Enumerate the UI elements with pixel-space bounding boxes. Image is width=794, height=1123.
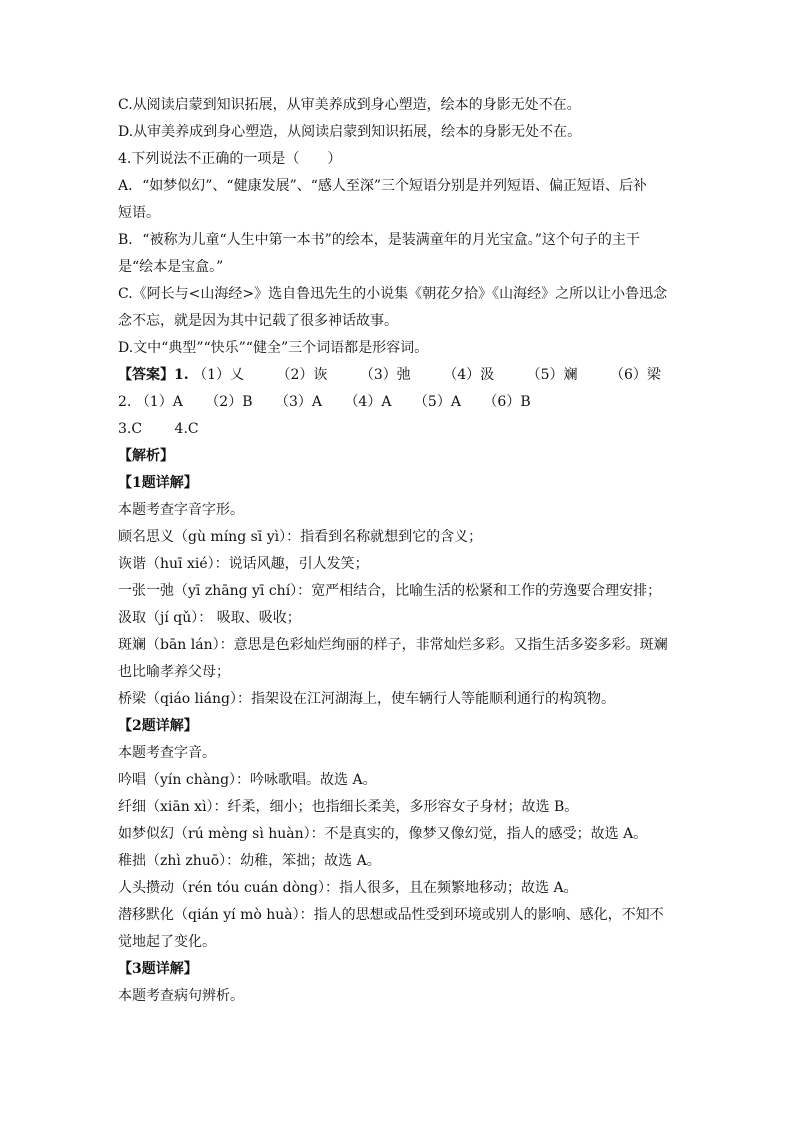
q2-intro: 本题考查字音。 <box>118 745 216 761</box>
q1-intro: 本题考查字音字形。 <box>118 502 244 518</box>
answer-2-2: （2）B <box>205 394 253 410</box>
q4-option-b-line1: B．“被称为儿童“人生中第一本书”的绘本，是装满童年的月光宝盒。”这个句子的主干 <box>118 232 640 248</box>
answer-1-6: （6）梁 <box>609 367 661 383</box>
q1-item-banlan-line1: 斑斓（bān lán）：意思是色彩灿烂绚丽的样子，非常灿烂多彩。又指生活多姿多彩。斑斓 <box>118 637 668 653</box>
q2-item-rentoucuandong: 人头攒动（rén tóu cuán dòng）：指人很多，且在频繁地移动；故选 A。 <box>118 880 578 896</box>
answer-2-prefix: 2. <box>118 394 132 410</box>
q2-item-zhizhuo: 稚拙（zhì zhuō）：幼稚，笨拙；故选 A。 <box>118 853 381 869</box>
document-page <box>118 92 678 1010</box>
answer-1-4: （4）汲 <box>443 367 495 383</box>
answer-4: 4.C <box>174 421 199 437</box>
q1-item-banlan-line2: 也比喻孝养父母； <box>118 664 230 680</box>
q2-detail-title: 【2题详解】 <box>118 718 198 734</box>
answer-2-6: （6）B <box>483 394 531 410</box>
q4-option-a-line2: 短语。 <box>118 205 160 221</box>
q2-item-rumengsihuan: 如梦似幻（rú mèng sì huàn）：不是真实的，像梦又像幻觉，指人的感受；故选 A。 <box>118 826 648 842</box>
q1-item-gumingsiyi: 顾名思义（gù míng sī yì）：指看到名称就想到它的含义； <box>118 529 483 545</box>
q2-item-qianyimohua-line2: 觉地起了变化。 <box>118 934 216 950</box>
answer-1-3: （3）弛 <box>359 367 411 383</box>
q3-detail-title: 【3题详解】 <box>118 961 198 977</box>
answer-3: 3.C <box>118 421 143 437</box>
q4-option-a-line1: A．“如梦似幻”、“健康发展”、“感人至深”三个短语分别是并列短语、偏正短语、后补 <box>118 178 648 194</box>
q4-option-b-line2: 是“绘本是宝盒。” <box>118 259 224 275</box>
analysis-label: 【解析】 <box>118 448 174 464</box>
question-4-stem: 4.下列说法不正确的一项是（ ） <box>118 151 342 167</box>
q4-option-c-line2: 念不忘，就是因为其中记载了很多神话故事。 <box>118 313 398 329</box>
answer-2-1: （1）A <box>135 394 183 410</box>
answer-1-2: （2）诙 <box>276 367 328 383</box>
answer-row-1 <box>118 362 678 389</box>
answer-2-4: （4）A <box>344 394 392 410</box>
option-d-q3: D.从审美养成到身心塑造，从阅读启蒙到知识拓展，绘本的身影无处不在。 <box>118 124 582 140</box>
answer-2-5: （5）A <box>413 394 461 410</box>
q4-option-d: D.文中“典型”“快乐”“健全”三个词语都是形容词。 <box>118 340 429 356</box>
answer-1-1: （1）乂 <box>193 367 244 383</box>
option-c-q3: C.从阅读启蒙到知识拓展，从审美养成到身心塑造，绘本的身影无处不在。 <box>118 97 581 113</box>
q1-item-huixie: 诙谐（huī xié）：说话风趣，引人发笑； <box>118 556 369 572</box>
q4-option-c-line1: C.《阿长与<山海经>》选自鲁迅先生的小说集《朝花夕拾》《山海经》之所以让小鲁迅念 <box>118 286 668 302</box>
answer-row-3 <box>118 416 678 443</box>
q3-intro: 本题考查病句辨析。 <box>118 988 244 1004</box>
q2-item-yinchang: 吟唱（yín chàng）：吟咏歌唱。故选 A。 <box>118 772 377 788</box>
answer-1-5: （5）斓 <box>526 367 578 383</box>
q1-item-yizhangyichi: 一张一弛（yī zhāng yī chí）：宽严相结合，比喻生活的松紧和工作的劳逸要合理安排； <box>118 583 662 599</box>
q1-detail-title: 【1题详解】 <box>118 475 198 491</box>
q2-item-qianyimohua-line1: 潜移默化（qián yí mò huà）：指人的思想或品性受到环境或别人的影响、感化，不知不 <box>118 907 664 923</box>
q1-item-qiaoliang: 桥梁（qiáo liáng）：指架设在江河湖海上，使车辆行人等能顺利通行的构筑物。 <box>118 691 615 707</box>
answer-label: 【答案】1. <box>118 367 189 383</box>
q2-item-xianxi: 纤细（xiān xì）：纤柔，细小；也指细长柔美，多形容女子身材；故选 B。 <box>118 799 579 815</box>
q1-item-jiqu: 汲取（jí qǔ）： 吸取、吸收； <box>118 610 301 626</box>
answer-row-2 <box>118 389 678 416</box>
answer-2-3: （3）A <box>274 394 322 410</box>
